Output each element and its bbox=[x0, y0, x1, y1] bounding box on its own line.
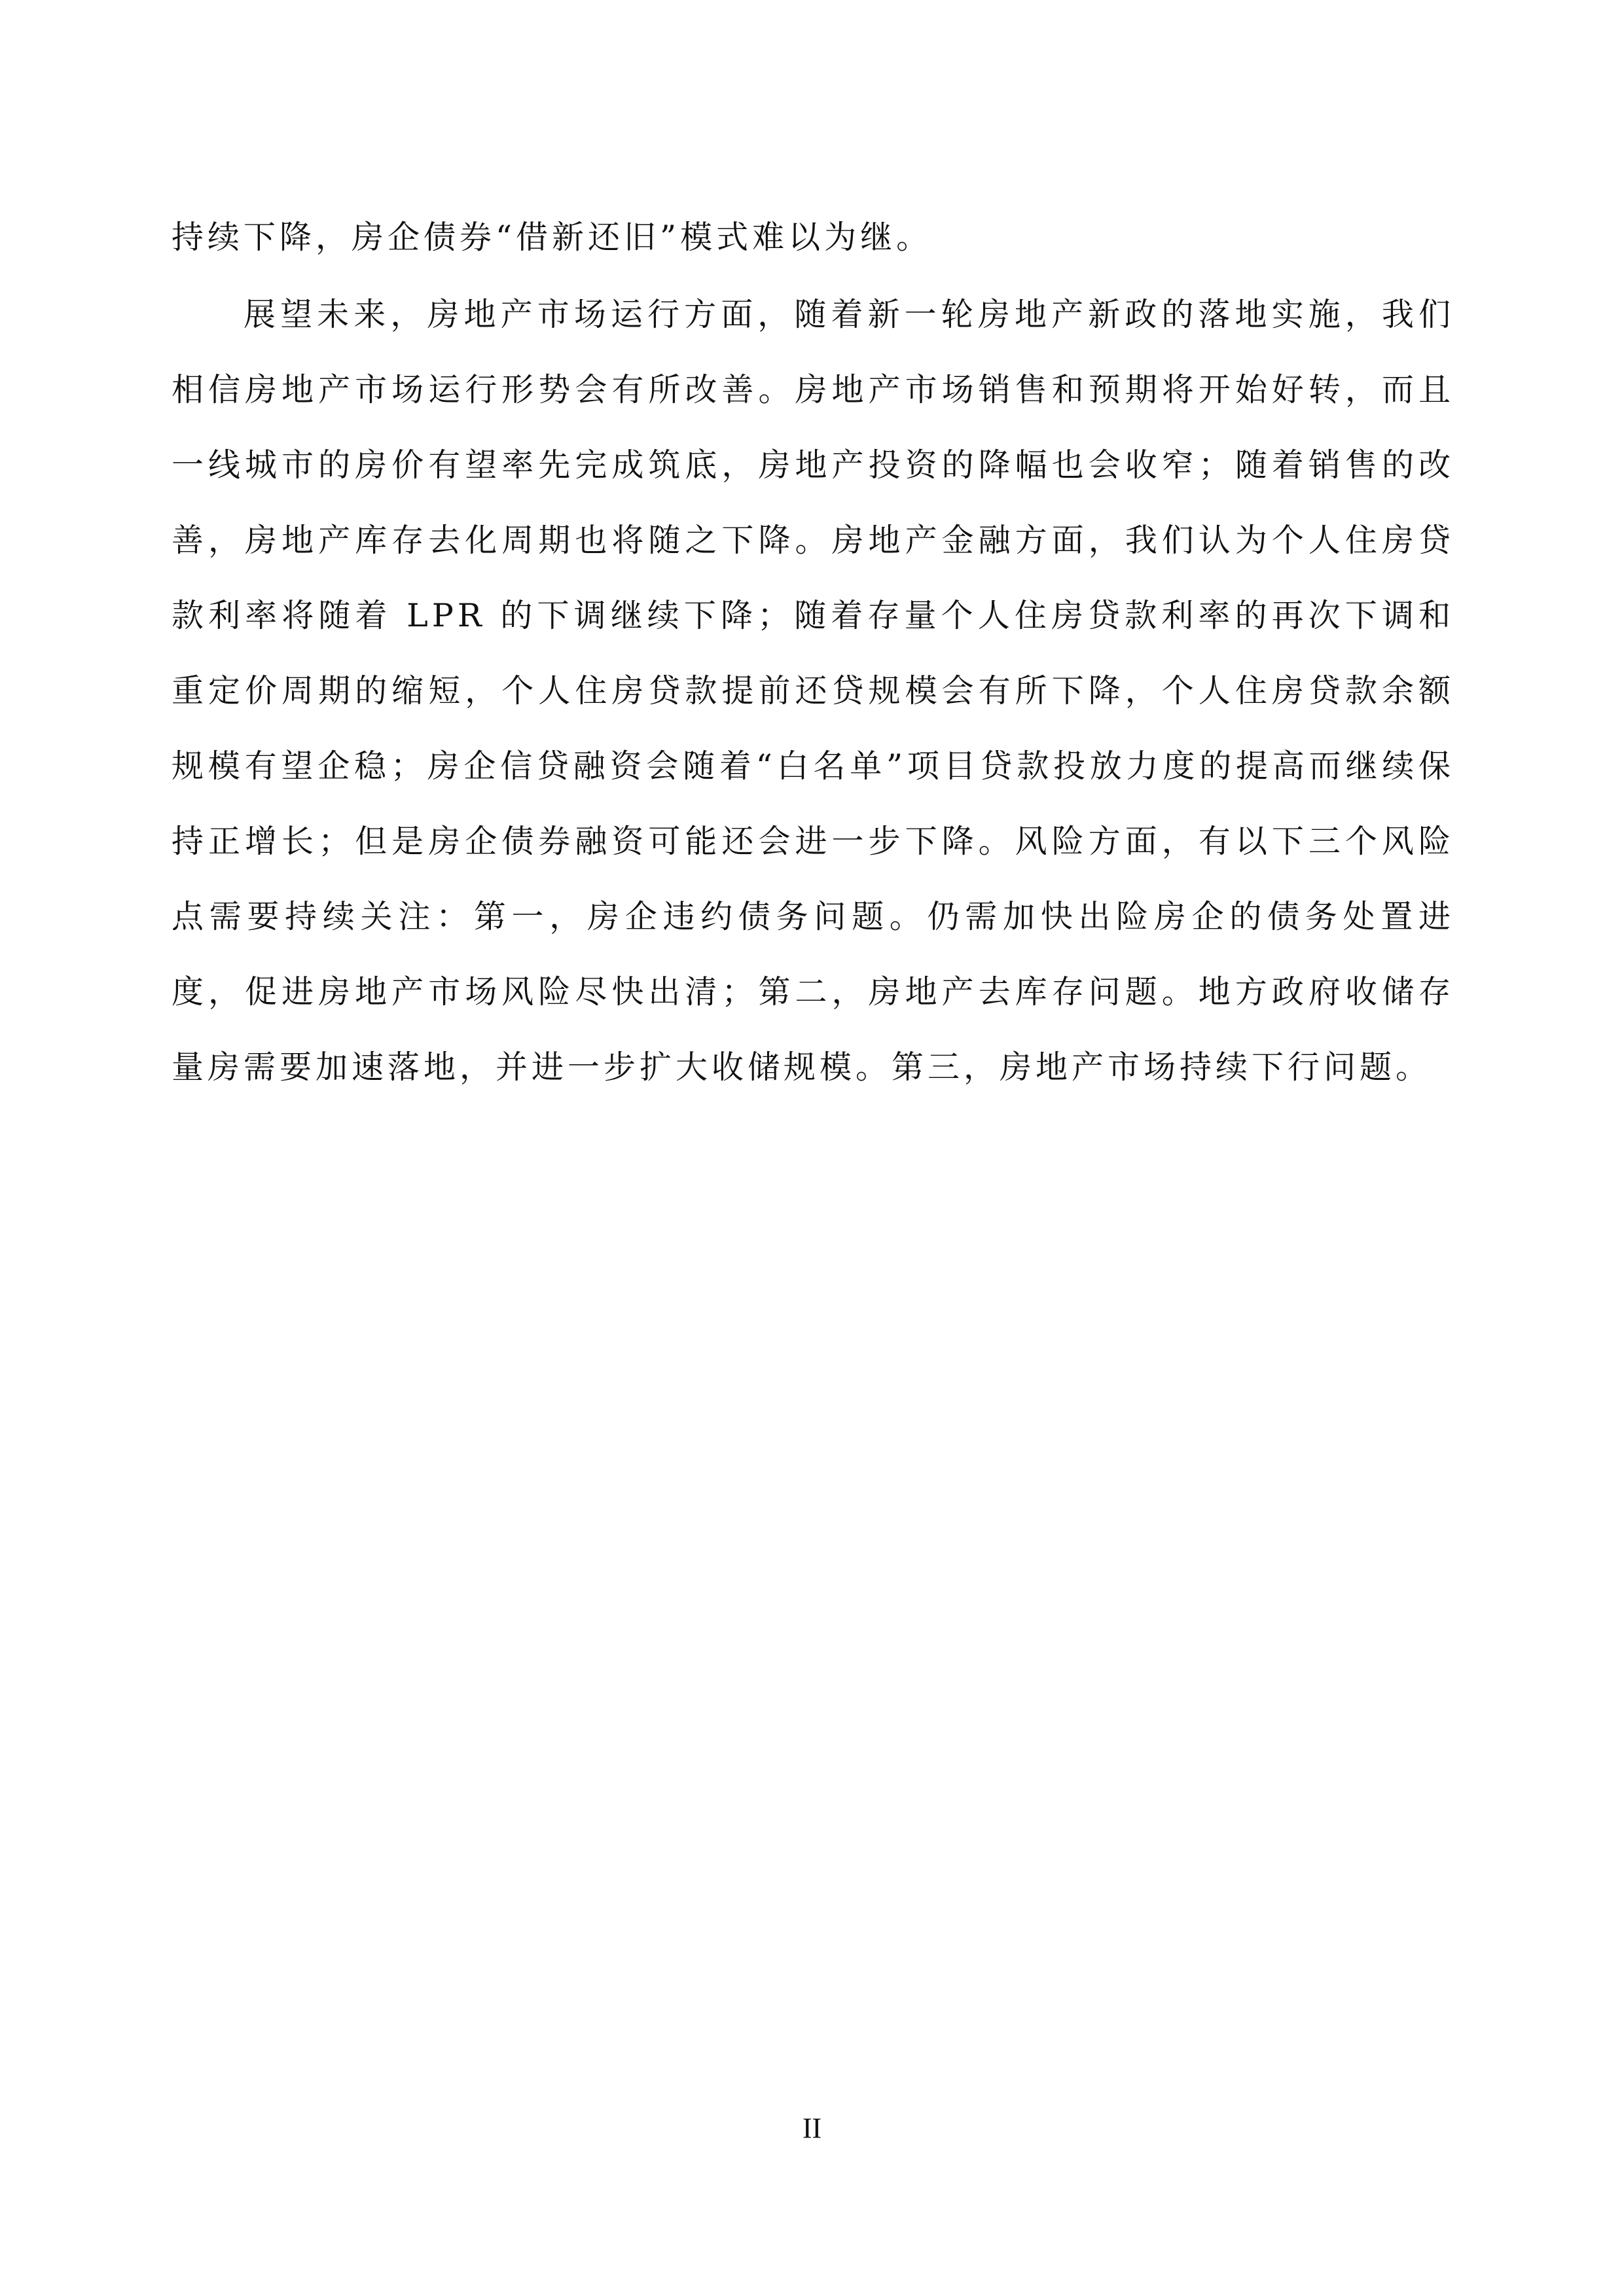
paragraph-continuation: 持续下降，房企债券“借新还旧”模式难以为继。 bbox=[171, 219, 933, 256]
page-number: II bbox=[802, 2112, 822, 2144]
body-text bbox=[171, 200, 1454, 1105]
paragraph-outlook: 展望未来，房地产市场运行方面，随着新一轮房地产新政的落地实施，我们相信房地产市场运行形势会有所改善。房地产市场销售和预期将开始好转，而且一线城市的房价有望率先完成筑底，房地产投资的降幅也会收窄；随着销售的改善，房地产库存去化周期也将随之下降。房地产金融方面，我们认为个人住房贷款利率将随着 LPR 的下调继续下降；随着存量个人住房贷款利率的再次下调和重定价周期的缩短，个人住房贷款提前还贷规模会有所下降，个人住房贷款余额规模有望企稳；房企信贷融资会随着“白名单”项目贷款投放力度的提高而继续保持正增长；但是房企债券融资可能还会进一步下降。风险方面，有以下三个风险点需要持续关注：第一，房企违约债务问题。仍需加快出险房企的债务处置进度，促进房地产市场风险尽快出清；第二，房地产去库存问题。地方政府收储存量房需要加速落地，并进一步扩大收储规模。第三，房地产市场持续下行问题。 bbox=[171, 296, 1454, 1086]
